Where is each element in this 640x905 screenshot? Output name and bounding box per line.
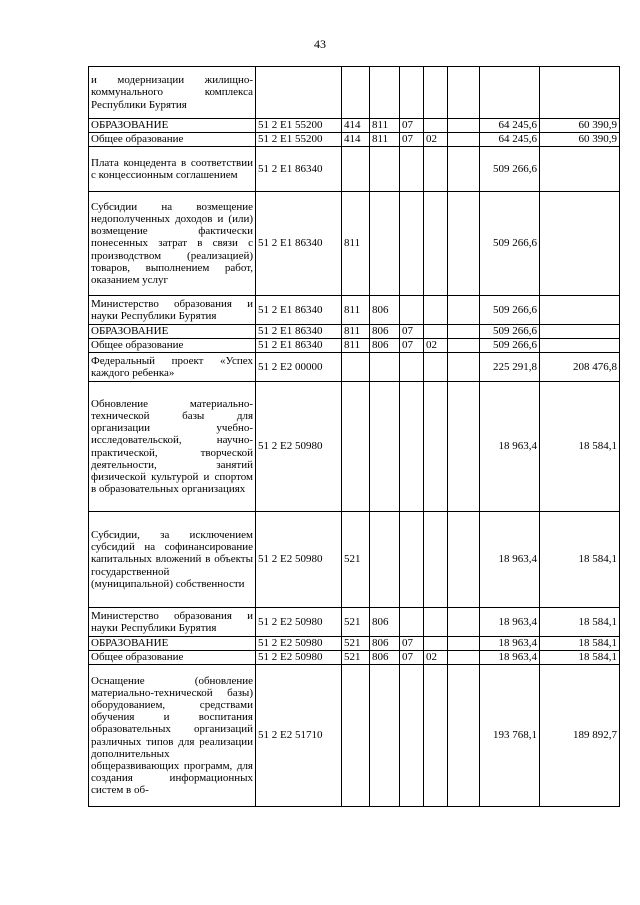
row-grbs: 806 xyxy=(370,296,400,325)
table-row xyxy=(89,119,620,133)
row-rz: 07 xyxy=(400,637,424,651)
row-name: Общее образование xyxy=(89,133,256,147)
row-sum-2 xyxy=(540,147,620,192)
row-pr xyxy=(424,512,448,608)
row-sum-1: 18 963,4 xyxy=(480,512,540,608)
row-pr xyxy=(424,353,448,382)
row-name: и модернизации жилищно-коммунального комплекса Республики Бурятия xyxy=(89,67,256,119)
row-csr: 51 2 E2 50980 xyxy=(256,382,342,512)
row-rz: 07 xyxy=(400,325,424,339)
row-sum-1: 18 963,4 xyxy=(480,651,540,665)
row-sum-2: 18 584,1 xyxy=(540,637,620,651)
row-grbs xyxy=(370,382,400,512)
row-vr: 811 xyxy=(342,296,370,325)
row-vr: 521 xyxy=(342,608,370,637)
row-vr xyxy=(342,353,370,382)
row-sum-2: 18 584,1 xyxy=(540,382,620,512)
row-sum-1: 64 245,6 xyxy=(480,133,540,147)
row-vr xyxy=(342,67,370,119)
row-name: ОБРАЗОВАНИЕ xyxy=(89,119,256,133)
row-sum-1: 509 266,6 xyxy=(480,325,540,339)
row-rz xyxy=(400,296,424,325)
row-sum-2: 60 390,9 xyxy=(540,119,620,133)
table-row xyxy=(89,608,620,637)
row-extra xyxy=(448,608,480,637)
row-pr xyxy=(424,67,448,119)
row-sum-1: 18 963,4 xyxy=(480,608,540,637)
row-pr xyxy=(424,325,448,339)
row-sum-1: 509 266,6 xyxy=(480,147,540,192)
row-name: Обновление материально-технической базы для организации учебно-исследовательской, научно-практической, творческой деятельности, занятий физической культурой и спортом в образовательных организациях xyxy=(89,382,256,512)
row-vr: 414 xyxy=(342,133,370,147)
table-row xyxy=(89,67,620,119)
row-sum-2: 189 892,7 xyxy=(540,665,620,807)
table-body xyxy=(89,67,620,807)
row-rz xyxy=(400,147,424,192)
row-name: Федеральный проект «Успех каждого ребенка» xyxy=(89,353,256,382)
row-vr: 811 xyxy=(342,192,370,296)
row-rz: 07 xyxy=(400,339,424,353)
row-pr: 02 xyxy=(424,651,448,665)
row-sum-1 xyxy=(480,67,540,119)
row-grbs: 811 xyxy=(370,119,400,133)
row-vr xyxy=(342,665,370,807)
row-sum-1: 225 291,8 xyxy=(480,353,540,382)
row-name: Министерство образования и науки Республики Бурятия xyxy=(89,608,256,637)
row-csr xyxy=(256,67,342,119)
row-extra xyxy=(448,119,480,133)
row-extra xyxy=(448,339,480,353)
row-grbs xyxy=(370,665,400,807)
row-rz xyxy=(400,67,424,119)
row-csr: 51 2 E2 50980 xyxy=(256,651,342,665)
row-extra xyxy=(448,133,480,147)
row-sum-1: 509 266,6 xyxy=(480,339,540,353)
row-pr xyxy=(424,147,448,192)
row-extra xyxy=(448,512,480,608)
row-name: Общее образование xyxy=(89,651,256,665)
table-row xyxy=(89,133,620,147)
row-sum-1: 64 245,6 xyxy=(480,119,540,133)
row-pr xyxy=(424,296,448,325)
table-row xyxy=(89,512,620,608)
row-vr xyxy=(342,147,370,192)
table-row xyxy=(89,382,620,512)
row-extra xyxy=(448,147,480,192)
row-pr xyxy=(424,382,448,512)
row-vr: 811 xyxy=(342,325,370,339)
row-extra xyxy=(448,67,480,119)
row-sum-2: 18 584,1 xyxy=(540,512,620,608)
row-csr: 51 2 E1 55200 xyxy=(256,119,342,133)
row-rz xyxy=(400,608,424,637)
row-extra xyxy=(448,637,480,651)
row-sum-2: 18 584,1 xyxy=(540,608,620,637)
row-sum-2 xyxy=(540,296,620,325)
row-name: Субсидии, за исключением субсидий на софинансирование капитальных вложений в объекты государственной (муниципальной) собственности xyxy=(89,512,256,608)
table-row xyxy=(89,651,620,665)
row-grbs: 806 xyxy=(370,637,400,651)
row-rz xyxy=(400,382,424,512)
row-sum-2: 60 390,9 xyxy=(540,133,620,147)
row-csr: 51 2 E1 86340 xyxy=(256,192,342,296)
row-name: ОБРАЗОВАНИЕ xyxy=(89,325,256,339)
row-grbs xyxy=(370,512,400,608)
row-sum-2 xyxy=(540,339,620,353)
table-row xyxy=(89,147,620,192)
row-csr: 51 2 E1 86340 xyxy=(256,296,342,325)
row-vr: 521 xyxy=(342,637,370,651)
row-name: Субсидии на возмещение недополученных доходов и (или) возмещение фактически понесенных затрат в связи с производством (реализацией) товаров, выполнением работ, оказанием услуг xyxy=(89,192,256,296)
row-rz: 07 xyxy=(400,119,424,133)
row-pr xyxy=(424,119,448,133)
row-extra xyxy=(448,192,480,296)
row-grbs: 806 xyxy=(370,651,400,665)
row-name: ОБРАЗОВАНИЕ xyxy=(89,637,256,651)
row-csr: 51 2 E1 86340 xyxy=(256,147,342,192)
row-sum-2: 208 476,8 xyxy=(540,353,620,382)
row-rz: 07 xyxy=(400,651,424,665)
row-extra xyxy=(448,296,480,325)
row-grbs xyxy=(370,147,400,192)
row-rz: 07 xyxy=(400,133,424,147)
row-pr xyxy=(424,637,448,651)
row-grbs xyxy=(370,192,400,296)
table-row xyxy=(89,296,620,325)
row-grbs xyxy=(370,67,400,119)
row-sum-2: 18 584,1 xyxy=(540,651,620,665)
row-vr: 521 xyxy=(342,512,370,608)
row-pr xyxy=(424,608,448,637)
row-extra xyxy=(448,353,480,382)
row-sum-2 xyxy=(540,325,620,339)
row-rz xyxy=(400,353,424,382)
row-vr xyxy=(342,382,370,512)
row-rz xyxy=(400,512,424,608)
row-sum-2 xyxy=(540,192,620,296)
row-rz xyxy=(400,665,424,807)
row-name: Общее образование xyxy=(89,339,256,353)
table-row xyxy=(89,325,620,339)
row-grbs: 806 xyxy=(370,608,400,637)
row-pr xyxy=(424,192,448,296)
row-pr xyxy=(424,665,448,807)
row-sum-1: 509 266,6 xyxy=(480,192,540,296)
budget-table xyxy=(88,66,620,807)
row-grbs: 806 xyxy=(370,325,400,339)
row-sum-1: 18 963,4 xyxy=(480,382,540,512)
table-row xyxy=(89,637,620,651)
table-row xyxy=(89,192,620,296)
row-csr: 51 2 E2 50980 xyxy=(256,637,342,651)
row-sum-2 xyxy=(540,67,620,119)
row-name: Оснащение (обновление материально-технической базы) оборудованием, средствами обучения и воспитания образовательных организаций различных типов для реализации дополнительных общеразвивающих программ, для создания информационных систем в об- xyxy=(89,665,256,807)
row-vr: 811 xyxy=(342,339,370,353)
row-vr: 521 xyxy=(342,651,370,665)
row-pr: 02 xyxy=(424,339,448,353)
row-csr: 51 2 E2 50980 xyxy=(256,512,342,608)
row-sum-1: 193 768,1 xyxy=(480,665,540,807)
row-extra xyxy=(448,665,480,807)
row-csr: 51 2 E1 86340 xyxy=(256,339,342,353)
page-number: 43 xyxy=(314,37,326,51)
row-name: Плата концедента в соответствии с концессионным соглашением xyxy=(89,147,256,192)
table-row xyxy=(89,353,620,382)
row-grbs xyxy=(370,353,400,382)
row-rz xyxy=(400,192,424,296)
table-row xyxy=(89,665,620,807)
row-extra xyxy=(448,651,480,665)
row-grbs: 811 xyxy=(370,133,400,147)
row-csr: 51 2 E2 50980 xyxy=(256,608,342,637)
row-name: Министерство образования и науки Республики Бурятия xyxy=(89,296,256,325)
row-vr: 414 xyxy=(342,119,370,133)
row-csr: 51 2 E1 86340 xyxy=(256,325,342,339)
row-csr: 51 2 E2 51710 xyxy=(256,665,342,807)
row-csr: 51 2 E2 00000 xyxy=(256,353,342,382)
row-pr: 02 xyxy=(424,133,448,147)
row-extra xyxy=(448,325,480,339)
row-sum-1: 509 266,6 xyxy=(480,296,540,325)
row-sum-1: 18 963,4 xyxy=(480,637,540,651)
row-grbs: 806 xyxy=(370,339,400,353)
row-csr: 51 2 E1 55200 xyxy=(256,133,342,147)
row-extra xyxy=(448,382,480,512)
table-row xyxy=(89,339,620,353)
